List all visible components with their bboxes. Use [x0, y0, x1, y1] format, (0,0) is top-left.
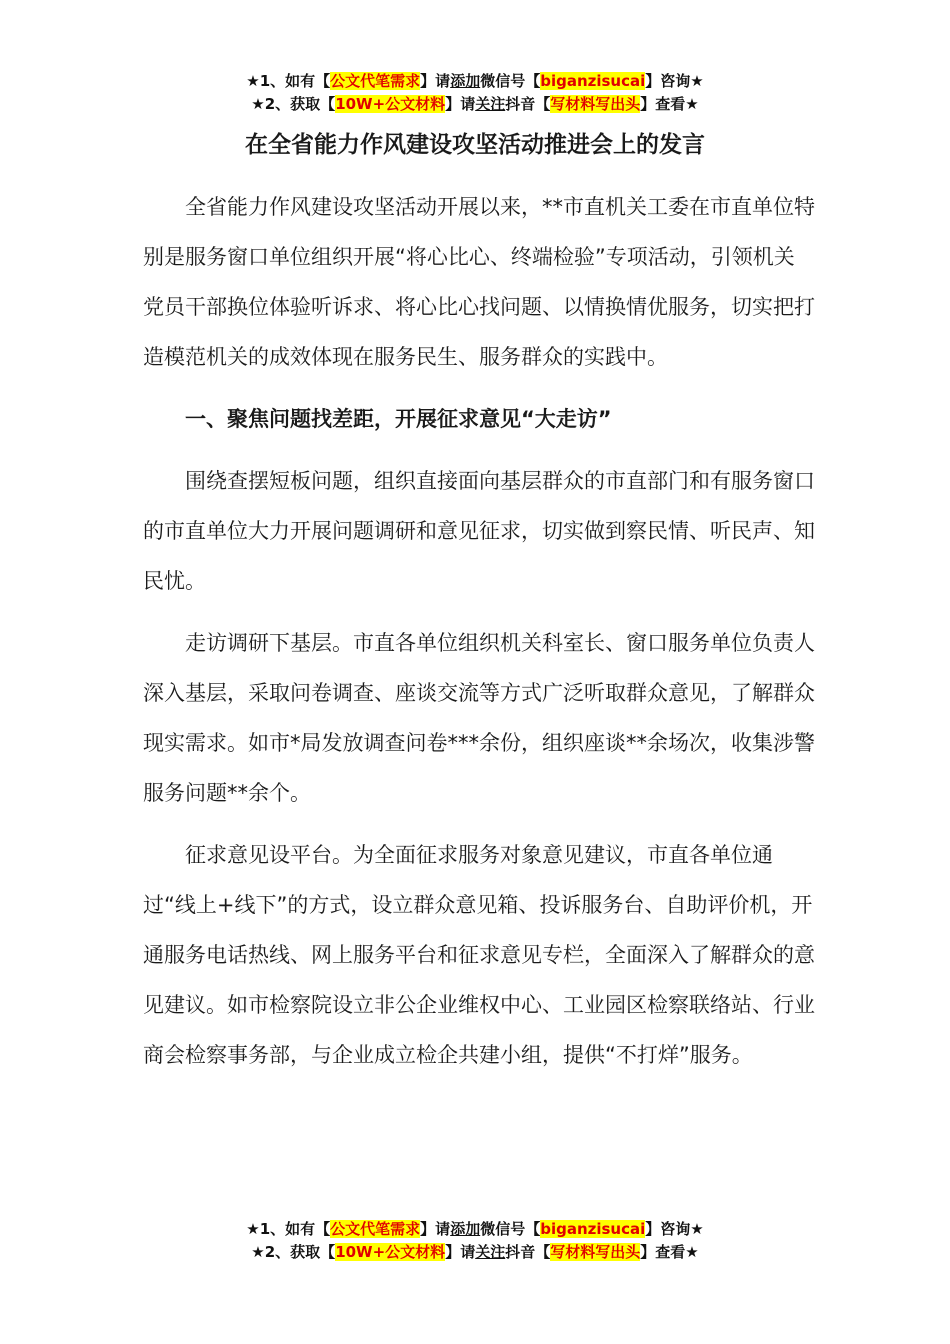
promo-footer	[0, 1218, 950, 1264]
document-body	[143, 182, 815, 1092]
highlight-text: 10W+公文材料	[335, 1243, 446, 1261]
promo-line-1: ★1、如有【公文代笔需求】请添加微信号【biganzisucai】咨询★	[246, 72, 704, 90]
highlight-text: 写材料写出头	[550, 95, 641, 113]
promo-line-1: ★1、如有【公文代笔需求】请添加微信号【biganzisucai】咨询★	[246, 1220, 704, 1238]
underlined-text: 关注	[475, 1243, 506, 1261]
paragraph: 全省能力作风建设攻坚活动开展以来，**市直机关工委在市直单位特别是服务窗口单位组织开展“将心比心、终端检验”专项活动，引领机关党员干部换位体验听诉求、将心比心找问题、以情换情优服务，切实把打造模范机关的成效体现在服务民生、服务群众的实践中。	[143, 195, 815, 369]
promo-header	[0, 70, 950, 116]
highlight-text: 写材料写出头	[550, 1243, 641, 1261]
underlined-text: 关注	[475, 95, 506, 113]
highlight-text: biganzisucai	[540, 72, 646, 90]
paragraph: 征求意见设平台。为全面征求服务对象意见建议，市直各单位通过“线上+线下”的方式，设立群众意见箱、投诉服务台、自助评价机，开通服务电话热线、网上服务平台和征求意见专栏，全面深入了解群众的意见建议。如市检察院设立非公企业维权中心、工业园区检察联络站、行业商会检察事务部，与企业成立检企共建小组，提供“不打烊”服务。	[143, 843, 815, 1067]
document-title: 在全省能力作风建设攻坚活动推进会上的发言	[245, 132, 705, 158]
highlight-text: 公文代笔需求	[330, 1220, 421, 1238]
promo-line-2: ★2、获取【10W+公文材料】请关注抖音【写材料写出头】查看★	[251, 1243, 699, 1261]
highlight-text: biganzisucai	[540, 1220, 646, 1238]
paragraph: 围绕查摆短板问题，组织直接面向基层群众的市直部门和有服务窗口的市直单位大力开展问题调研和意见征求，切实做到察民情、听民声、知民忧。	[143, 469, 815, 593]
section-heading: 一、聚焦问题找差距，开展征求意见“大走访”	[185, 407, 612, 431]
highlight-text: 公文代笔需求	[330, 72, 421, 90]
underlined-text: 添加	[450, 72, 481, 90]
underlined-text: 添加	[450, 1220, 481, 1238]
paragraph: 走访调研下基层。市直各单位组织机关科室长、窗口服务单位负责人深入基层，采取问卷调查、座谈交流等方式广泛听取群众意见，了解群众现实需求。如市*局发放调查问卷***余份，组织座谈**余场次，收集涉警服务问题**余个。	[143, 631, 815, 805]
promo-line-2: ★2、获取【10W+公文材料】请关注抖音【写材料写出头】查看★	[251, 95, 699, 113]
highlight-text: 10W+公文材料	[335, 95, 446, 113]
